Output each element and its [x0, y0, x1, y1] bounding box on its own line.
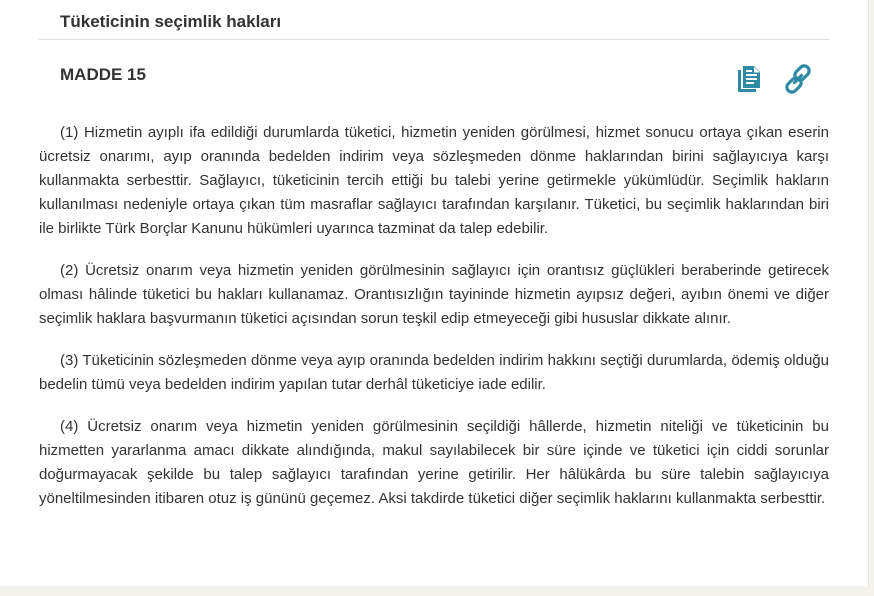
document-button[interactable] [732, 62, 766, 96]
divider [39, 39, 829, 40]
article-title: MADDE 15 [60, 65, 146, 84]
link-button[interactable] [781, 62, 815, 96]
paragraph-3: (3) Tüketicinin sözleşmeden dönme veya ayıp oranında bedelden indirim hakkını seçtiği durumlarda, ödemiş olduğu bedelin tümü veya bedelden indirim yapılan tutar derhâl tüketiciye iade edilir. [39, 352, 829, 393]
document-icon [735, 64, 763, 94]
paragraph-2: (2) Ücretsiz onarım veya hizmetin yeniden görülmesinin sağlayıcı için orantısız güçlükleri beraberinde getirecek olması hâlinde tüketici bu hakları kullanamaz. Orantısızlığın tayininde hizmetin ayıpsız değeri, ayıbın önemi ve diğer seçimlik haklara başvurmanın tüketici açısından sorun teşkil edip etmeyeceği gibi hususlar dikkate alınır. [39, 262, 829, 327]
article-body [39, 121, 829, 529]
paragraph-4: (4) Ücretsiz onarım veya hizmetin yeniden görülmesinin seçildiği hâllerde, hizmetin niteliği ve tüketicinin bu hizmetten yararlanma amacı dikkate alındığında, makul sayılabilecek bir süre içinde ve tüketici için ciddi sorunlar doğurmayacak şekilde bu talep sağlayıcı tarafından yerine getirilir. Her hâlükârda bu süre talebin sağlayıcıya yöneltilmesinden itibaren otuz iş gününü geçemez. Aksi takdirde tüketici diğer seçimlik haklarını kullanmakta serbesttir. [39, 418, 829, 507]
section-title: Tüketicinin seçimlik hakları [60, 12, 282, 31]
paragraph-1: (1) Hizmetin ayıplı ifa edildiği durumlarda tüketici, hizmetin yeniden görülmesi, hizmet sonucu ortaya çıkan eserin ücretsiz onarımı, ayıp oranında bedelden indirim veya sözleşmeden dönme haklarından birini sağlayıcıya karşı kullanmakta serbesttir. Sağlayıcı, tüketicinin tercih ettiği bu talebi yerine getirmekle yükümlüdür. Seçimlik hakların kullanılması nedeniyle ortaya çıkan tüm masraflar sağlayıcı tarafından karşılanır. Tüketici, bu seçimlik haklarından biri ile birlikte Türk Borçlar Kanunu hükümleri uyarınca tazminat da talep edebilir. [39, 124, 829, 237]
link-icon [782, 63, 814, 95]
